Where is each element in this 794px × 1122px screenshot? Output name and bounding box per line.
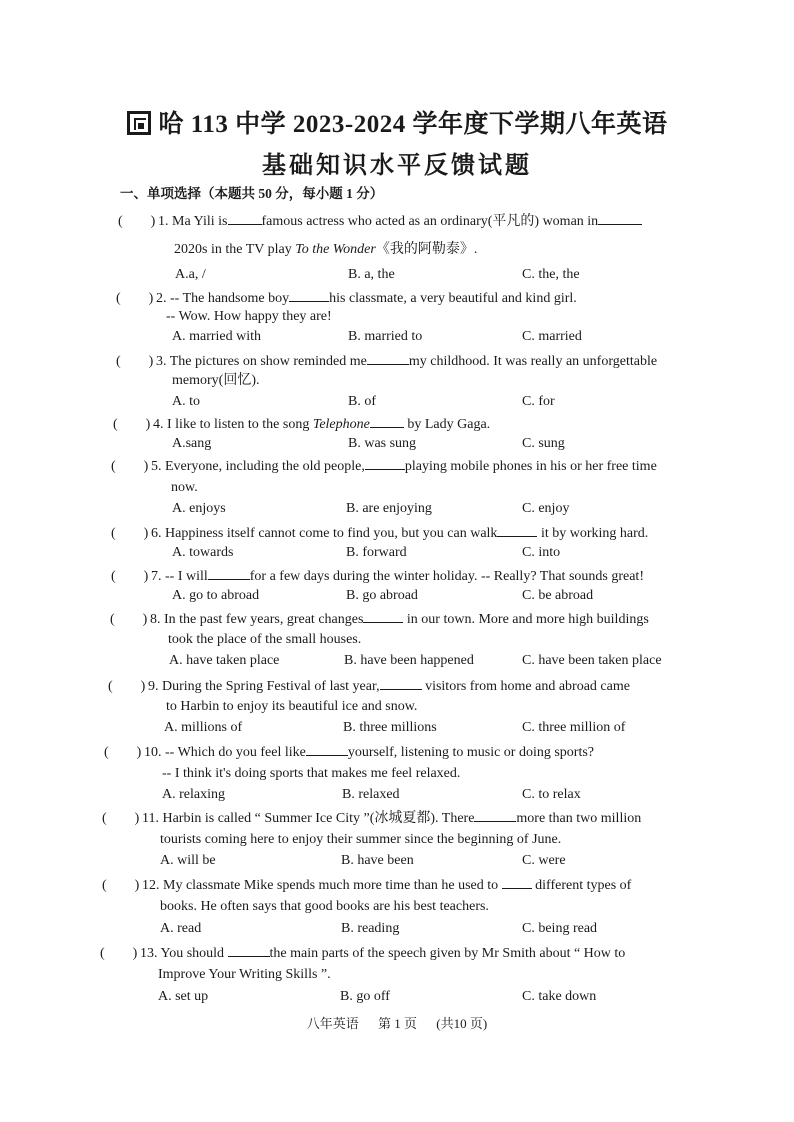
option-b[interactable]: B. married to [348, 329, 423, 344]
question-continuation: -- Wow. How happy they are! [166, 309, 332, 324]
answer-blank [228, 942, 270, 957]
option-a[interactable]: A. will be [160, 853, 216, 868]
question-text: 5. Everyone, including the old people, [151, 459, 365, 474]
section-heading: 一、单项选择（本题共 50 分，每小题 1 分） [120, 186, 384, 201]
answer-paren[interactable]: ( ) [111, 569, 149, 584]
question-text: for a few days during the winter holiday. -- Really? That sounds great! [249, 569, 644, 584]
exam-subtitle: 基础知识水平反馈试题 [262, 153, 532, 179]
option-b[interactable]: B. relaxed [342, 787, 400, 802]
question-text: 11. Harbin is called “ Summer Ice City ”(冰城夏都). There [142, 811, 475, 826]
option-a[interactable]: A. enjoys [172, 501, 226, 516]
option-b[interactable]: B. three millions [343, 720, 437, 735]
option-c[interactable]: C. be abroad [522, 588, 594, 603]
exam-title-text: 哈 113 中学 2023-2024 学年度下学期八年英语 [158, 111, 668, 138]
answer-paren[interactable]: ( ) [102, 811, 140, 826]
answer-paren[interactable]: ( ) [110, 612, 148, 627]
option-c[interactable]: C. to relax [522, 787, 581, 802]
answer-blank [497, 522, 537, 537]
option-a[interactable]: A. towards [172, 545, 234, 560]
question-text: more than two million [516, 811, 642, 826]
answer-paren[interactable]: ( ) [104, 745, 142, 760]
question-text: 9. During the Spring Festival of last year, [148, 679, 380, 694]
question-continuation: Improve Your Writing Skills ”. [158, 967, 331, 982]
question-text: it by working hard. [537, 526, 649, 541]
answer-blank [380, 675, 422, 690]
option-b[interactable]: B. of [348, 394, 376, 409]
question-text: 12. My classmate Mike spends much more time than he used to [142, 878, 502, 893]
answer-paren[interactable]: ( ) [111, 526, 149, 541]
question-13 [100, 942, 626, 982]
question-10 [104, 741, 595, 781]
question-text: 2. -- The handsome boy [156, 291, 290, 306]
question-text: yourself, listening to music or doing sports? [347, 745, 595, 760]
question-continuation: -- I think it's doing sports that makes me feel relaxed. [162, 766, 461, 781]
answer-blank [598, 210, 642, 225]
emphasis-text: To the Wonder [295, 242, 376, 257]
question-text: 10. -- Which do you feel like [144, 745, 306, 760]
question-continuation: books. He often says that good books are his best teachers. [160, 899, 489, 914]
exam-title [0, 104, 794, 140]
answer-paren[interactable]: ( ) [116, 291, 154, 306]
question-text: my childhood. It was really an unforgettable [408, 354, 658, 369]
question-6 [111, 522, 648, 544]
question-continuation: 2020s in the TV play To the Wonder《我的阿勒泰》. [174, 242, 478, 257]
option-a[interactable]: A. go to abroad [172, 588, 260, 603]
question-text: famous actress who acted as an ordinary(平凡的) woman in [261, 214, 599, 229]
question-text: 3. The pictures on show reminded me [156, 354, 367, 369]
option-a[interactable]: A. set up [158, 989, 209, 1004]
question-12 [102, 874, 632, 914]
option-b[interactable]: B. go off [340, 989, 390, 1004]
option-a[interactable]: A. married with [172, 329, 262, 344]
question-3 [116, 350, 658, 388]
option-c[interactable]: C. take down [522, 989, 597, 1004]
question-continuation: now. [171, 480, 198, 495]
answer-blank [289, 287, 329, 302]
option-c[interactable]: C. married [522, 329, 582, 344]
option-b[interactable]: B. have been [341, 853, 414, 868]
question-9 [108, 675, 630, 714]
option-c[interactable]: C. the, the [522, 267, 580, 282]
question-text: 13. You should [140, 946, 228, 961]
answer-blank [474, 807, 516, 822]
footer-total-pages: (共10 页) [436, 1016, 488, 1031]
question-continuation: took the place of the small houses. [168, 632, 362, 647]
question-text: 1. Ma Yili is [158, 214, 228, 229]
option-c[interactable]: C. being read [522, 921, 598, 936]
question-continuation: tourists coming here to enjoy their summer since the beginning of June. [160, 832, 562, 847]
option-b[interactable]: B. go abroad [346, 588, 418, 603]
question-text: 6. Happiness itself cannot come to find you, but you can walk [151, 526, 498, 541]
question-continuation: to Harbin to enjoy its beautiful ice and snow. [166, 699, 418, 714]
answer-blank [208, 565, 250, 580]
option-c[interactable]: C. into [522, 545, 561, 560]
option-a[interactable]: A. relaxing [162, 787, 225, 802]
answer-paren[interactable]: ( ) [100, 946, 138, 961]
option-b[interactable]: B. forward [346, 545, 407, 560]
footer-subject: 八年英语 [306, 1016, 359, 1031]
question-text: visitors from home and abroad came [421, 679, 630, 694]
question-text: the main parts of the speech given by Mr Smith about “ How to [269, 946, 626, 961]
option-b[interactable]: B. was sung [348, 436, 417, 451]
question-text: different types of [531, 878, 632, 893]
option-c[interactable]: C. enjoy [522, 501, 570, 516]
question-8 [110, 608, 649, 647]
question-continuation: memory(回忆). [172, 373, 260, 388]
question-7 [111, 565, 644, 587]
answer-paren[interactable]: ( ) [116, 354, 154, 369]
question-text: 4. I like to listen to the song [153, 417, 313, 432]
option-c[interactable]: C. were [522, 853, 566, 868]
question-text: by Lady Gaga. [403, 417, 491, 432]
answer-blank [363, 608, 403, 623]
question-text: his classmate, a very beautiful and kind girl. [329, 291, 577, 306]
answer-paren[interactable]: ( ) [113, 417, 151, 432]
answer-blank [306, 741, 348, 756]
option-c[interactable]: C. have been taken place [522, 653, 662, 668]
footer-page-number: 第 1 页 [378, 1016, 418, 1031]
option-b[interactable]: B. reading [341, 921, 400, 936]
question-5 [111, 455, 657, 495]
answer-blank [228, 210, 262, 225]
option-a[interactable]: A. read [160, 921, 202, 936]
answer-blank [367, 350, 409, 365]
answer-blank [502, 874, 532, 889]
option-b[interactable]: B. a, the [348, 267, 395, 282]
question-text: 8. In the past few years, great changes [150, 612, 364, 627]
option-a[interactable]: A.sang [172, 436, 212, 451]
answer-blank [365, 455, 405, 470]
emphasis-text: Telephone [312, 417, 370, 432]
question-2 [116, 287, 577, 324]
option-c[interactable]: C. three million of [522, 720, 626, 735]
question-text: 7. -- I will [151, 569, 208, 584]
school-logo-icon [127, 111, 151, 135]
question-text: playing mobile phones in his or her free time [404, 459, 657, 474]
question-1 [118, 210, 642, 257]
option-b[interactable]: B. have been happened [344, 653, 474, 668]
option-a[interactable]: A.a, / [175, 267, 206, 282]
answer-paren[interactable]: ( ) [111, 459, 149, 474]
answer-paren[interactable]: ( ) [102, 878, 140, 893]
option-a[interactable]: A. to [172, 394, 200, 409]
option-a[interactable]: A. millions of [164, 720, 243, 735]
option-b[interactable]: B. are enjoying [346, 501, 432, 516]
question-11 [102, 807, 642, 847]
answer-paren[interactable]: ( ) [118, 214, 156, 229]
option-a[interactable]: A. have taken place [169, 653, 280, 668]
question-text: in our town. More and more high buildings [403, 612, 649, 627]
option-c[interactable]: C. for [522, 394, 555, 409]
answer-paren[interactable]: ( ) [108, 679, 146, 694]
page-footer [0, 1013, 794, 1032]
option-c[interactable]: C. sung [522, 436, 565, 451]
answer-blank [370, 413, 404, 428]
question-4 [113, 413, 490, 435]
